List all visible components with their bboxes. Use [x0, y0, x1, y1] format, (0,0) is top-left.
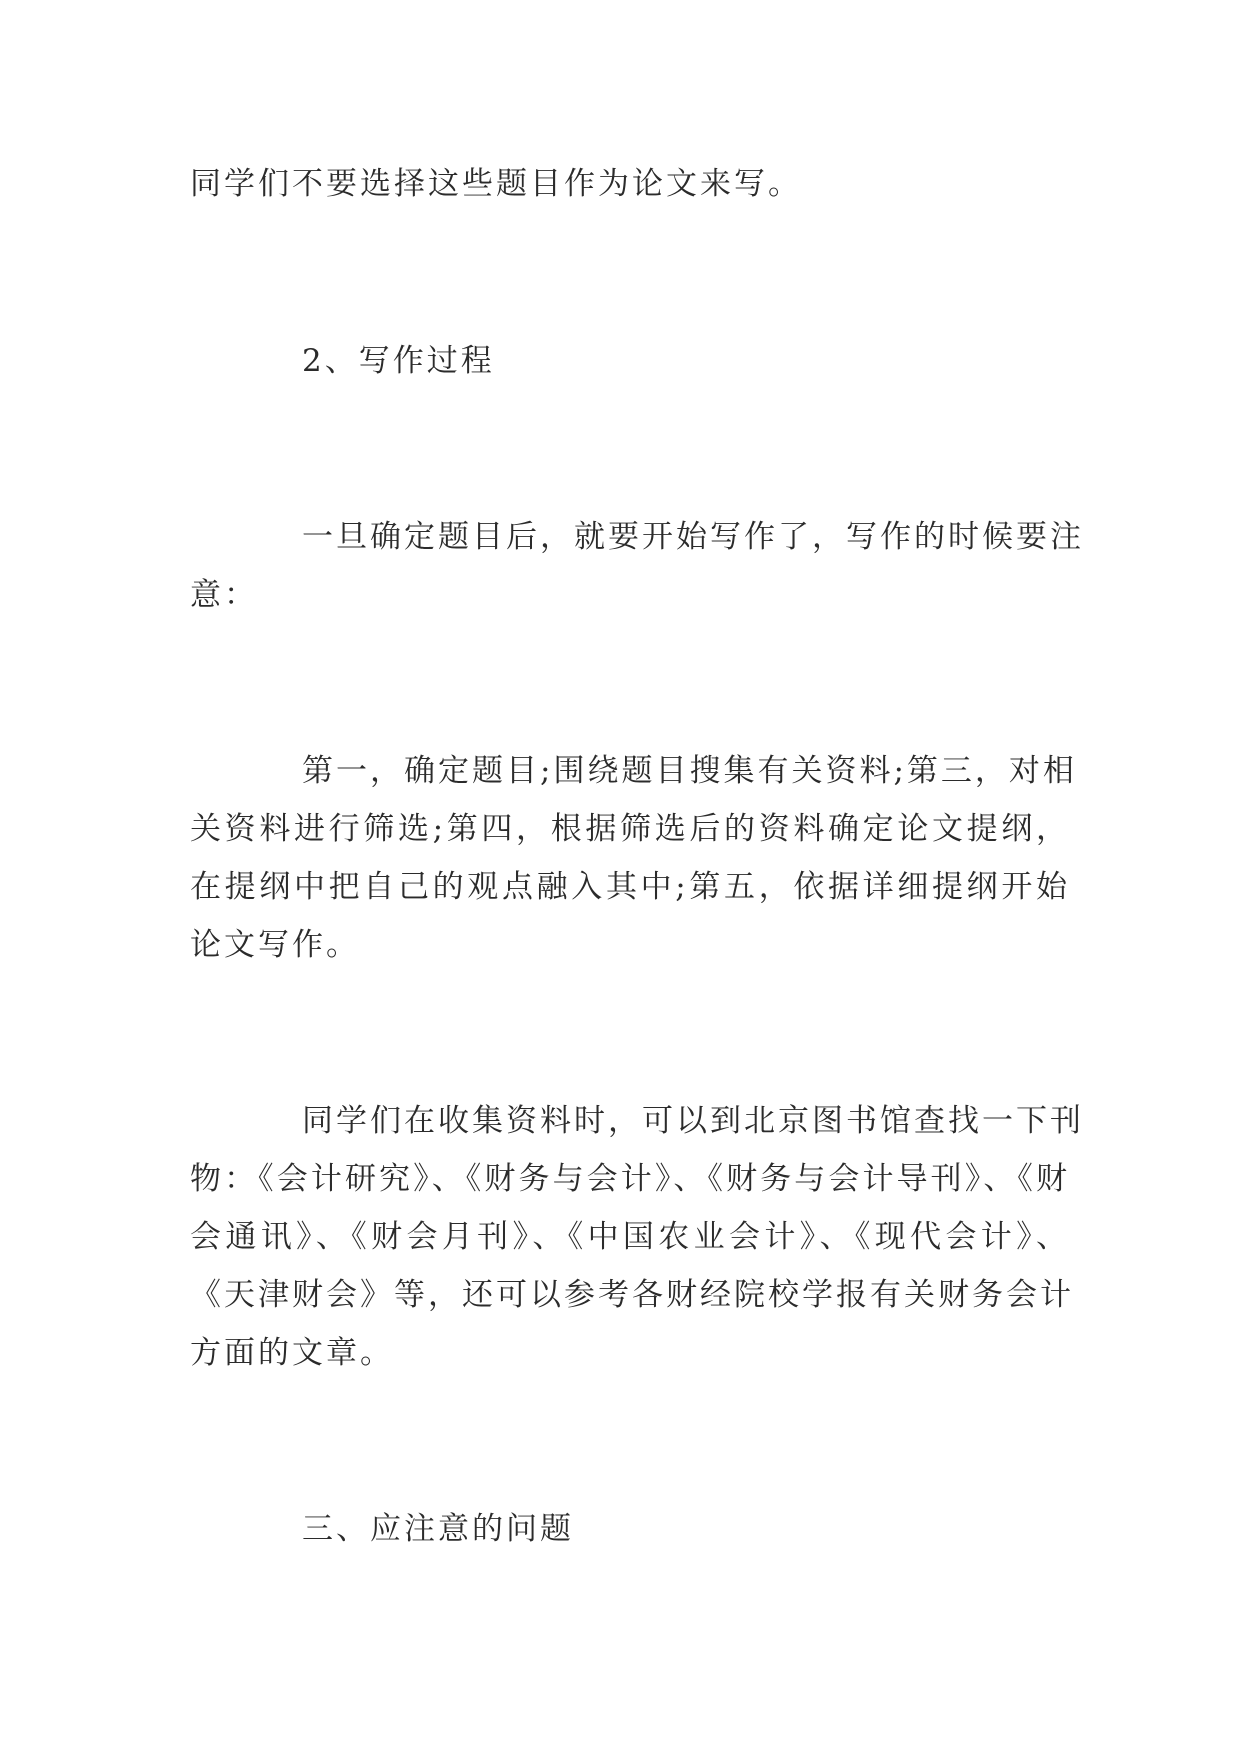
paragraph-line: 物：《会计研究》、《财务与会计》、《财务与会计导刊》、《财 — [190, 1161, 1070, 1197]
paragraph-line: 关资料进行筛选;第四，根据筛选后的资料确定论文提纲， — [190, 811, 1070, 847]
paragraph-line: 方面的文章。 — [190, 1335, 394, 1371]
paragraph-line: 意： — [190, 577, 258, 613]
paragraph-line: 同学们在收集资料时，可以到北京图书馆查找一下刊 — [302, 1103, 1084, 1139]
paragraph-line: 第一，确定题目;围绕题目搜集有关资料;第三，对相 — [302, 753, 1077, 789]
paragraph-line: 在提纲中把自己的观点融入其中;第五，依据详细提纲开始 — [190, 869, 1070, 905]
paragraph-line: 论文写作。 — [190, 927, 360, 963]
paragraph-line: 一旦确定题目后，就要开始写作了，写作的时候要注 — [302, 519, 1084, 555]
paragraph-line: 同学们不要选择这些题目作为论文来写。 — [190, 166, 802, 202]
section-heading: 2、写作过程 — [302, 343, 495, 379]
paragraph-line: 《天津财会》等，还可以参考各财经院校学报有关财务会计 — [190, 1277, 1074, 1313]
section-heading: 三、应注意的问题 — [302, 1511, 574, 1547]
paragraph-line: 会通讯》、《财会月刊》、《中国农业会计》、《现代会计》、 — [190, 1219, 1070, 1255]
